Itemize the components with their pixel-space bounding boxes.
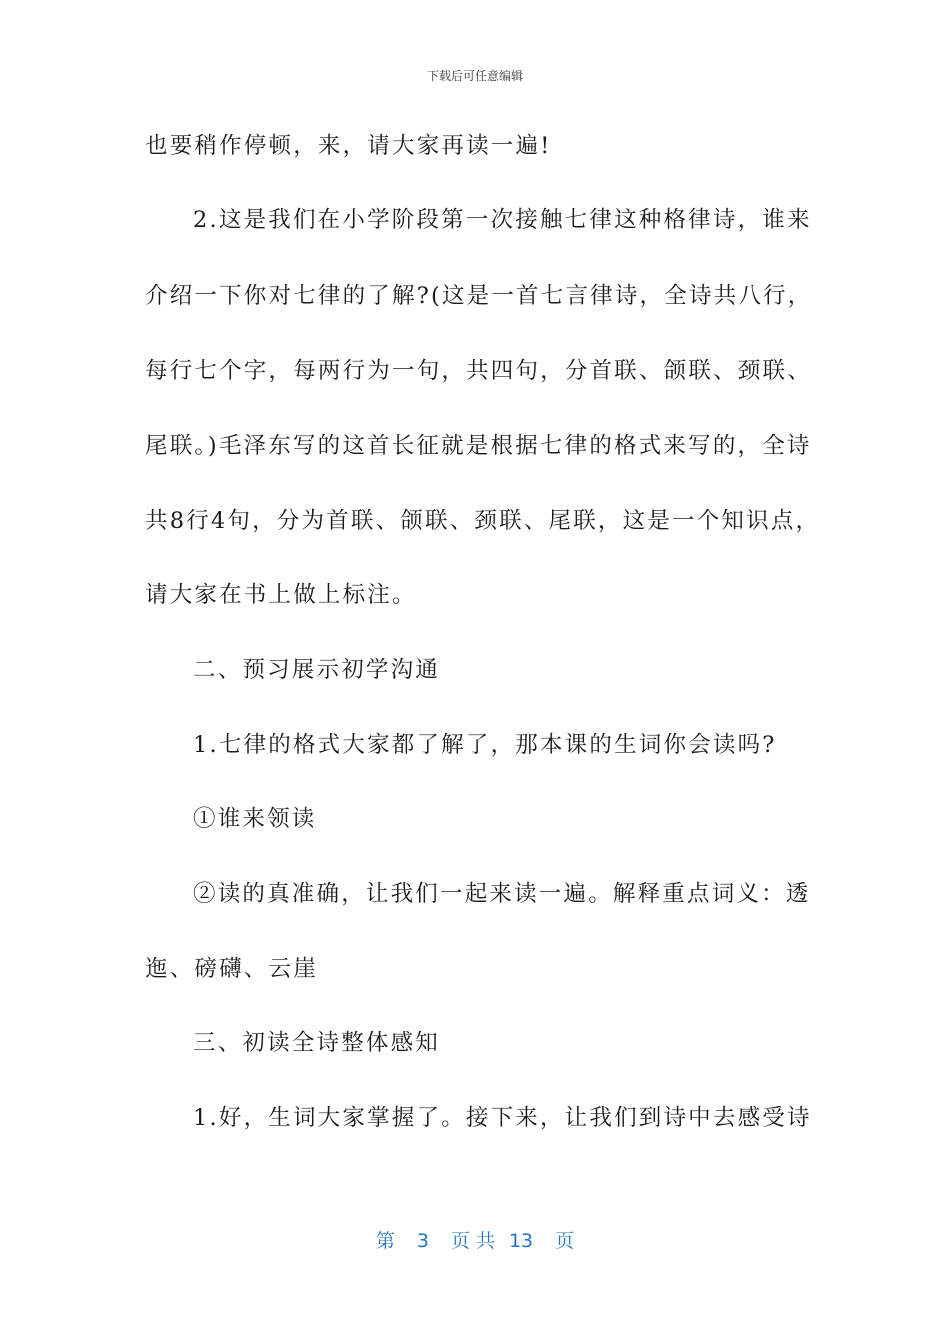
footer-middle: 页 共 bbox=[450, 1230, 495, 1252]
current-page-number: 3 bbox=[416, 1230, 429, 1252]
body-line: ①谁来领读 bbox=[193, 806, 317, 832]
body-line: 共8行4句，分为首联、颌联、颈联、尾联，这是一个知识点， bbox=[145, 508, 821, 534]
body-line: 1.七律的格式大家都了解了，那本课的生词你会读吗? bbox=[193, 732, 777, 758]
body-line: 1.好，生词大家掌握了。接下来，让我们到诗中去感受诗 bbox=[193, 1105, 812, 1131]
section-heading: 二、预习展示初学沟通 bbox=[193, 657, 441, 683]
body-line: 2.这是我们在小学阶段第一次接触七律这种格律诗，谁来 bbox=[193, 207, 812, 233]
body-line: 每行七个字，每两行为一句，共四句，分首联、颌联、颈联、 bbox=[145, 358, 812, 384]
body-line: 请大家在书上做上标注。 bbox=[145, 582, 417, 608]
footer-prefix: 第 bbox=[375, 1230, 395, 1252]
footer-suffix: 页 bbox=[555, 1230, 575, 1252]
total-pages-number: 13 bbox=[508, 1230, 534, 1252]
page-header: 下载后可任意编辑 bbox=[426, 69, 523, 83]
body-line: 尾联。)毛泽东写的这首长征就是根据七律的格式来写的，全诗 bbox=[145, 433, 812, 459]
section-heading: 三、初读全诗整体感知 bbox=[193, 1030, 441, 1056]
body-line: 也要稍作停顿，来，请大家再读一遍! bbox=[145, 133, 552, 159]
page-footer bbox=[0, 1226, 950, 1253]
body-line: 介绍一下你对七律的了解?(这是一首七言律诗，全诗共八行， bbox=[145, 283, 813, 309]
body-line: 迤、磅礴、云崖 bbox=[145, 956, 318, 982]
body-line: ②读的真准确，让我们一起来读一遍。解释重点词义：透 bbox=[193, 881, 811, 907]
